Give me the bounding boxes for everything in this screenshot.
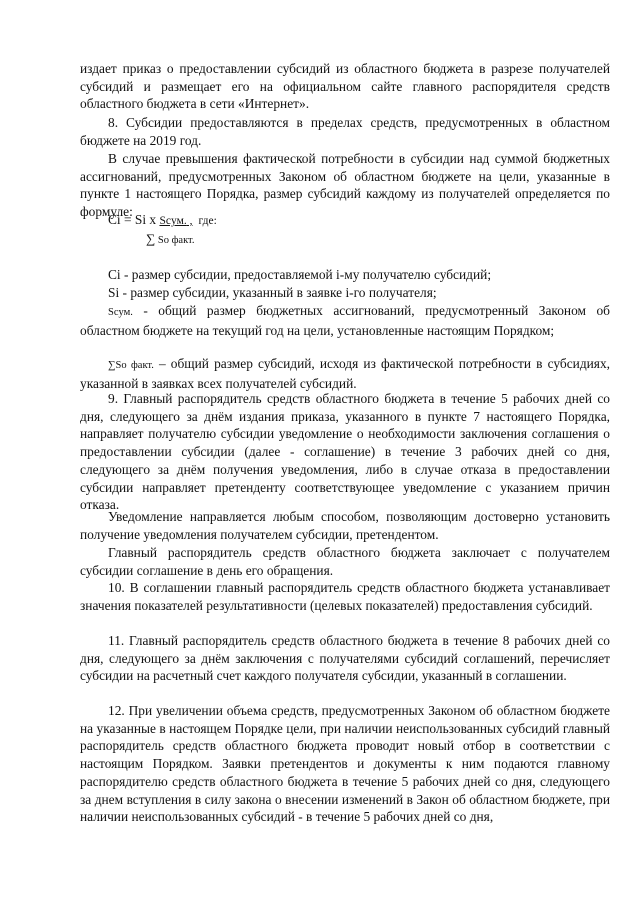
paragraph-10: 10. В соглашении главный распорядитель средств областного бюджета устанавливает значения показателей результативности (целевых показателей) предоставления субсидий. — [80, 580, 610, 613]
paragraph-agreement: Главный распорядитель средств областного бюджета заключает с получателем субсидии соглашение в день его обращения. — [80, 545, 610, 578]
formula-main-line — [108, 211, 217, 231]
sigma-symbol: ∑ — [146, 231, 156, 246]
paragraph-order-publication: издает приказ о предоставлении субсидий из областного бюджета в разрезе получателей субсидий и размещает его на официальном сайте главного распорядителя средств областного бюджета в сети «Интернет». — [80, 61, 610, 112]
paragraph-excess-demand: В случае превышения фактической потребности в субсидии над суммой бюджетных ассигнований, предусмотренных Законом об областном бюджете на цели, указанные в пункте 1 настоящего Порядка, размер субсидий каждому из получателей определяется по формуле: — [80, 151, 610, 220]
definition-text: - общий размер бюджетных ассигнований, предусмотренный Законом об областном бюджете на текущий год на цели, установленные настоящим Порядком; — [80, 303, 610, 338]
formula-denominator: So факт. — [157, 235, 195, 246]
definition-symbol: Si — [108, 285, 120, 300]
formula-numerator-tail: , — [186, 215, 193, 227]
subsidy-formula — [108, 211, 308, 249]
definition-si — [80, 284, 610, 302]
paragraph-8: 8. Субсидии предоставляются в пределах средств, предусмотренных в областном бюджете на 2019 год. — [80, 115, 610, 148]
definition-symbol: Ci — [108, 267, 121, 282]
definition-text: - размер субсидии, предоставляемой i-му получателю субсидий; — [120, 267, 492, 282]
paragraph-notification: Уведомление направляется любым способом, позволяющим достоверно установить получение уведомления получателем субсидии, претендентом. — [80, 509, 610, 542]
formula-lhs: Ci = Si x — [108, 212, 160, 227]
definition-scum — [80, 302, 610, 339]
definition-ci — [80, 266, 610, 284]
paragraph-12: 12. При увеличении объема средств, предусмотренных Законом об областном бюджете на указанные в настоящем Порядке цели, при наличии неиспользованных субсидий главный распорядитель средств областного бюджета проводит новый отбор в соответствии с настоящим Порядком. Заявки претендентов и документы к ним подаются главному распорядителю средств областного бюджета в течение 5 рабочих дней со дня, следующего за днем вступления в силу закона о внесении изменений в Закон об областном бюджете, при наличии неиспользованных субсидий - в течение 5 рабочих дней со дня, — [80, 703, 610, 825]
definition-symbol: ∑So факт. — [108, 360, 154, 371]
paragraph-11: 11. Главный распорядитель средств областного бюджета в течение 8 рабочих дней со дня, следующего за днём заключения с получателями субсидий соглашений, перечисляет субсидии на расчетный счет каждого получателя субсидии, указанный в соглашении. — [80, 633, 610, 684]
formula-denominator-line — [146, 230, 194, 250]
definition-symbol: Scум. — [108, 307, 133, 318]
definition-sofact — [80, 355, 610, 392]
definition-text: – общий размер субсидий, исходя из фактической потребности в субсидиях, указанной в заявках всех получателей субсидий. — [80, 356, 611, 391]
formula-where: где: — [198, 215, 217, 227]
paragraph-9: 9. Главный распорядитель средств областного бюджета в течение 5 рабочих дней со дня, следующего за днём издания приказа, указанного в пункте 7 настоящего Порядка, направляет получателю субсидии уведомление о необходимости заключения соглашения о предоставлении субсидии (далее - соглашение) в течение 3 рабочих дней со дня, следующего за днём получения уведомления, либо в случае отказа в предоставлении субсидии направляет претенденту соответствующее уведомление с указанием причин отказа. — [80, 391, 610, 513]
definition-text: - размер субсидии, указанный в заявке i-го получателя; — [119, 285, 437, 300]
formula-numerator: Scум. — [159, 215, 187, 227]
